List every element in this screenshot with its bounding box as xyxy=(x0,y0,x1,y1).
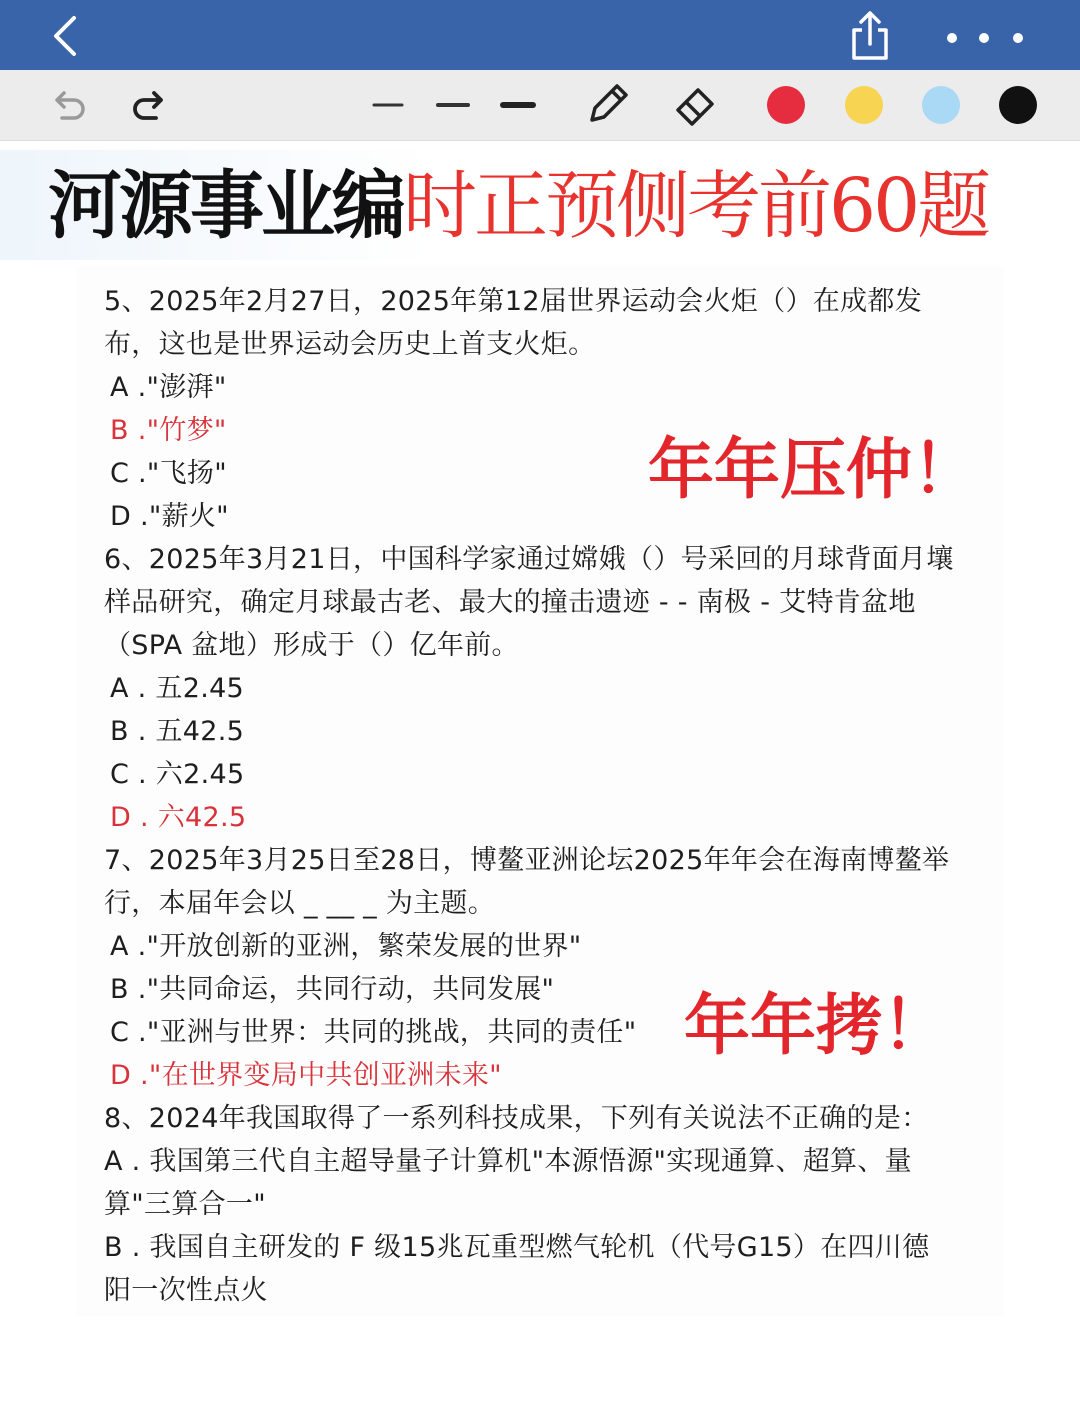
redo-icon xyxy=(128,84,170,126)
question-1-option: A . 五2.45 xyxy=(110,673,245,704)
more-button[interactable] xyxy=(936,20,1032,56)
question-1-option: D . 六42.5 xyxy=(110,802,247,833)
question-2-option: C ."亚洲与世界：共同的挑战，共同的责任" xyxy=(110,1017,637,1048)
stroke-medium-button[interactable] xyxy=(436,92,470,122)
pencil-button[interactable] xyxy=(584,80,632,132)
question-3-line: B . 我国自主研发的 F 级15兆瓦重型燃气轮机（代号G15）在四川德 xyxy=(104,1232,930,1263)
question-0-option: C ."飞扬" xyxy=(110,458,227,489)
title-part-black: 河源事业编 xyxy=(48,163,403,249)
share-icon xyxy=(846,8,894,64)
undo-icon xyxy=(48,84,90,126)
color-blue-swatch[interactable] xyxy=(922,86,960,124)
question-0-option: A ."澎湃" xyxy=(110,372,227,403)
stroke-thin-icon xyxy=(372,92,404,118)
eraser-icon xyxy=(672,80,720,128)
undo-button[interactable] xyxy=(48,84,90,130)
question-2-option: B ."共同命运，共同行动，共同发展" xyxy=(110,974,555,1005)
question-3-line: 8、2024年我国取得了一系列科技成果，下列有关说法不正确的是： xyxy=(104,1103,929,1134)
title-part-red: 时正预侧考前60题 xyxy=(403,163,989,249)
question-3-line: 算"三算合一" xyxy=(104,1189,266,1220)
color-black-swatch[interactable] xyxy=(999,86,1037,124)
question-1-option: C . 六2.45 xyxy=(110,759,245,790)
question-0-line: 5、2025年2月27日，2025年第12届世界运动会火炬（）在成都发 xyxy=(104,286,922,317)
redo-button[interactable] xyxy=(128,84,170,130)
chevron-left-icon xyxy=(44,12,88,60)
question-3-line: A . 我国第三代自主超导量子计算机"本源悟源"实现通算、超算、量 xyxy=(104,1146,912,1177)
question-1-line: （SPA 盆地）形成于（）亿年前。 xyxy=(104,630,519,661)
more-dots-icon xyxy=(936,20,1032,56)
pencil-icon xyxy=(584,80,632,128)
stroke-thin-button[interactable] xyxy=(372,92,404,122)
question-0-line: 布，这也是世界运动会历史上首支火炬。 xyxy=(104,329,596,360)
question-1-line: 6、2025年3月21日，中国科学家通过嫦娥（）号采回的月球背面月壤 xyxy=(104,544,954,575)
back-button[interactable] xyxy=(44,12,88,60)
eraser-button[interactable] xyxy=(672,80,720,132)
page-title xyxy=(48,160,988,252)
question-2-line: 7、2025年3月25日至28日，博鳌亚洲论坛2025年年会在海南博鳌举 xyxy=(104,845,950,876)
stroke-medium-icon xyxy=(436,92,470,118)
question-3-line: 阳一次性点火 xyxy=(104,1275,268,1306)
stamp-annotation-2: 年年拷！ xyxy=(684,987,948,1064)
stroke-thick-button[interactable] xyxy=(500,92,536,122)
question-0-option: B ."竹梦" xyxy=(110,415,227,446)
question-2-option: A ."开放创新的亚洲，繁荣发展的世界" xyxy=(110,931,582,962)
question-0-option: D ."薪火" xyxy=(110,501,229,532)
question-1-option: B . 五42.5 xyxy=(110,716,245,747)
top-bar xyxy=(0,0,1080,70)
stroke-thick-icon xyxy=(500,92,536,118)
share-button[interactable] xyxy=(846,8,894,64)
question-2-line: 行，本届年会以 _ __ _ 为主题。 xyxy=(104,888,496,919)
stamp-annotation-1: 年年压仲！ xyxy=(648,431,978,508)
question-1-line: 样品研究，确定月球最古老、最大的撞击遗迹 - - 南极 - 艾特肯盆地 xyxy=(104,587,916,618)
color-yellow-swatch[interactable] xyxy=(845,86,883,124)
question-2-option: D ."在世界变局中共创亚洲未来" xyxy=(110,1060,502,1091)
color-red-swatch[interactable] xyxy=(767,86,805,124)
